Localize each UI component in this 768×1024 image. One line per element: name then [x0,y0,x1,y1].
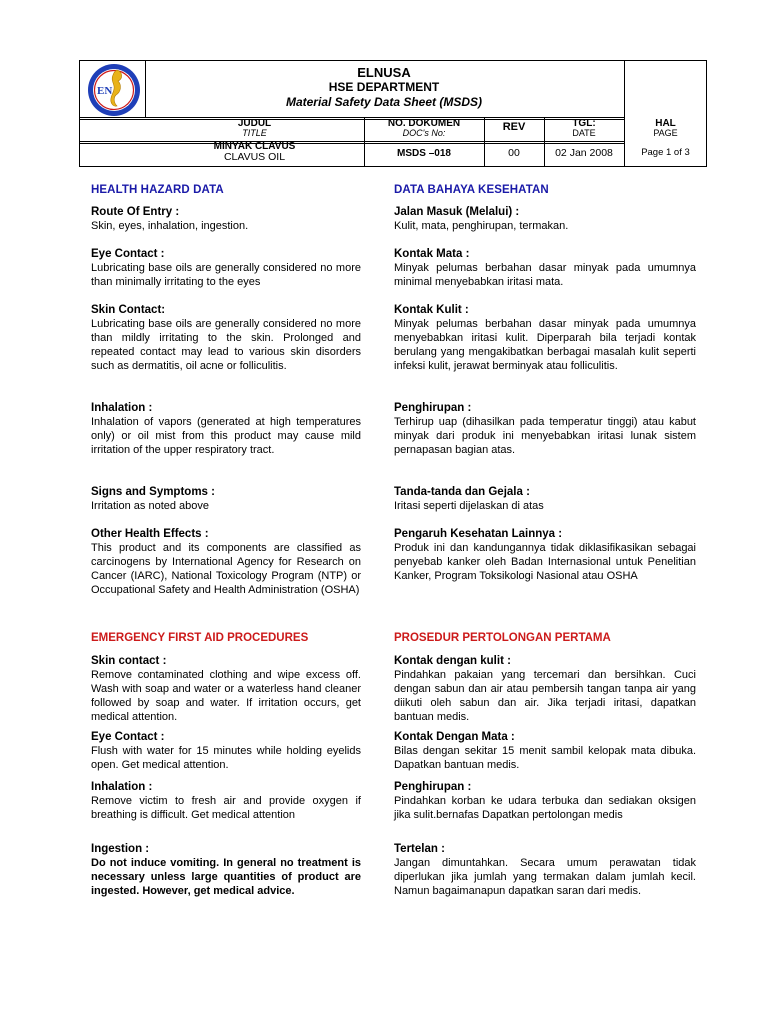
first-aid-heading: EMERGENCY FIRST AID PROCEDURES [91,632,309,644]
tanda-gejala-section [394,485,696,513]
fa-ingestion-text: Do not induce vomiting. In general no treatment is necessary unless large quantities of product are ingested. However, get medical advice. [91,857,361,897]
other-label: Other Health Effects : [91,528,209,540]
penghirupan-fa-text: Pindahkan korban ke udara terbuka dan sediakan oksigen jika sulit.bernafas Dapatkan pertolongan medis [394,795,696,821]
inhalation-label: Inhalation : [91,402,153,414]
page-label-cell: HAL PAGE [653,118,678,138]
pengaruh-text: Produk ini dan kandungannya tidak diklasifikasikan sebagai penyebab kanker oleh Badan Internasional untuk Penelitian Kanker, Program Toksikologi Nasional atau OSHA [394,542,696,582]
route-text: Skin, eyes, inhalation, ingestion. [91,220,249,232]
eye-label: Eye Contact : [91,248,165,260]
kontak-kulit-label: Kontak Kulit : [394,304,469,316]
fa-ingestion-label: Ingestion : [91,843,150,855]
kontak-mata-fa-label: Kontak Dengan Mata : [394,731,515,743]
kontak-mata-text: Minyak pelumas berbahan dasar minyak pada umumnya minimal menyebabkan iritasi mata. [394,262,696,288]
fa-skin-text: Remove contaminated clothing and wipe excess off. Wash with soap and water or a waterless hand cleaner followed by soap and water. If irritation occurs, get medical attention. [91,669,361,723]
other-health-effects-section [91,527,361,597]
date-value: 02 Jan 2008 [555,147,613,159]
jalan-masuk-section [394,205,696,233]
signs-text: Irritation as noted above [91,500,210,512]
penghirupan-text: Terhirup uap (dihasilkan pada temperatur tinggi) atau kabut minyak dari produk ini menyebabkan iritasi lunak sistem pernapasan bagian atas. [394,416,696,456]
pengaruh-kesehatan-section [394,527,696,583]
fa-eye-section [91,730,361,772]
signs-label: Signs and Symptoms : [91,486,215,498]
eye-contact-section [91,247,361,289]
penghirupan-fa-label: Penghirupan : [394,781,472,793]
inhalation-section [91,401,361,457]
fa-skin-label: Skin contact : [91,655,167,667]
tanda-gejala-text: Iritasi seperti dijelaskan di atas [394,500,544,512]
kontak-kulit-section [394,303,696,373]
fa-inhalation-text: Remove victim to fresh air and provide oxygen if breathing is difficult. Get medical attention [91,795,361,821]
prosedur-pertolongan-heading: PROSEDUR PERTOLONGAN PERTAMA [394,632,611,644]
date-label-cell: TGL: DATE [572,118,596,138]
route-of-entry-section [91,205,361,233]
eye-text: Lubricating base oils are generally considered no more than minimally irritating to the eyes [91,262,361,288]
kontak-mata-label: Kontak Mata : [394,248,470,260]
kontak-kulit-fa-label: Kontak dengan kulit : [394,655,511,667]
pengaruh-label: Pengaruh Kesehatan Lainnya : [394,528,563,540]
fa-eye-text: Flush with water for 15 minutes while holding eyelids open. Get medical attention. [91,745,361,771]
docno-value: MSDS –018 [397,148,451,159]
penghirupan-section [394,401,696,457]
fa-skin-section [91,654,361,724]
other-text: This product and its components are classified as carcinogens by International Agency for Research on Cancer (IARC), National Toxicology Program (NTP) or Occupational Safety and Health Administration (OSHA) [91,542,361,596]
fa-inhalation-label: Inhalation : [91,781,153,793]
tertelan-section [394,842,696,898]
data-bahaya-heading: DATA BAHAYA KESEHATAN [394,184,549,196]
fa-inhalation-section [91,780,361,822]
health-hazard-heading: HEALTH HAZARD DATA [91,184,224,196]
docno-label-cell: NO. DOKUMEN DOC's No: [387,118,461,138]
elnusa-logo [86,62,142,118]
fa-eye-label: Eye Contact : [91,731,165,743]
skin-contact-section [91,303,361,373]
rev-value: 00 [508,147,520,159]
department-name: HSE DEPARTMENT [328,80,440,94]
penghirupan-fa-section [394,780,696,822]
signs-symptoms-section [91,485,361,513]
company-name: ELNUSA [357,65,411,80]
tanda-gejala-label: Tanda-tanda dan Gejala : [394,486,530,498]
kontak-kulit-fa-section [394,654,696,724]
page-value: Page 1 of 3 [641,147,690,158]
kontak-kulit-fa-text: Pindahkan pakaian yang tercemari dan bersihkan. Cuci dengan sabun dan air atau pembersih tangan tanpa air yang diikuti oleh sabun dan air. Jika terjadi iritasi, dapatkan bantuan medis. [394,669,696,723]
document-type: Material Safety Data Sheet (MSDS) [285,95,483,109]
skin-label: Skin Contact: [91,304,166,316]
route-label: Route Of Entry : [91,206,180,218]
skin-text: Lubricating base oils are generally considered no more than mildly irritating to the skin. Prolonged and repeated contact may lead to various skin disorders such as dermatitis, oil acne or folliculitis. [91,318,361,372]
jalan-masuk-label: Jalan Masuk (Melalui) : [394,206,520,218]
kontak-kulit-text: Minyak pelumas berbahan dasar minyak pada umumnya menyebabkan iritasi kulit. Diperparah bila terjadi kontak berulang yang mengakibatkan berbagai masalah kulit seperti infeksi kulit, jerawat berminyak atau folliculitis. [394,318,696,372]
jalan-masuk-text: Kulit, mata, penghirupan, termakan. [394,220,569,232]
penghirupan-label: Penghirupan : [394,402,472,414]
kontak-mata-fa-section [394,730,696,772]
title-value-cell: MINYAK CLAVUS CLAVUS OIL [213,141,296,163]
title-label-cell: JUDUL TITLE [237,118,272,138]
kontak-mata-fa-text: Bilas dengan sekitar 15 menit sambil kelopak mata dibuka. Dapatkan bantuan medis. [394,745,696,771]
rev-label-cell: REV [502,121,526,133]
tertelan-label: Tertelan : [394,843,445,855]
fa-ingestion-section [91,842,361,898]
inhalation-text: Inhalation of vapors (generated at high temperatures only) or oil mist from this product may cause mild irritation of the upper respiratory tract. [91,416,361,456]
svg-text:EN: EN [97,85,113,97]
tertelan-text: Jangan dimuntahkan. Secara umum perawatan tidak diperlukan jika jumlah yang termakan dalam jumlah kecil. Namun bagaimanapun dapatkan saran dari medis. [394,857,696,897]
kontak-mata-section [394,247,696,289]
